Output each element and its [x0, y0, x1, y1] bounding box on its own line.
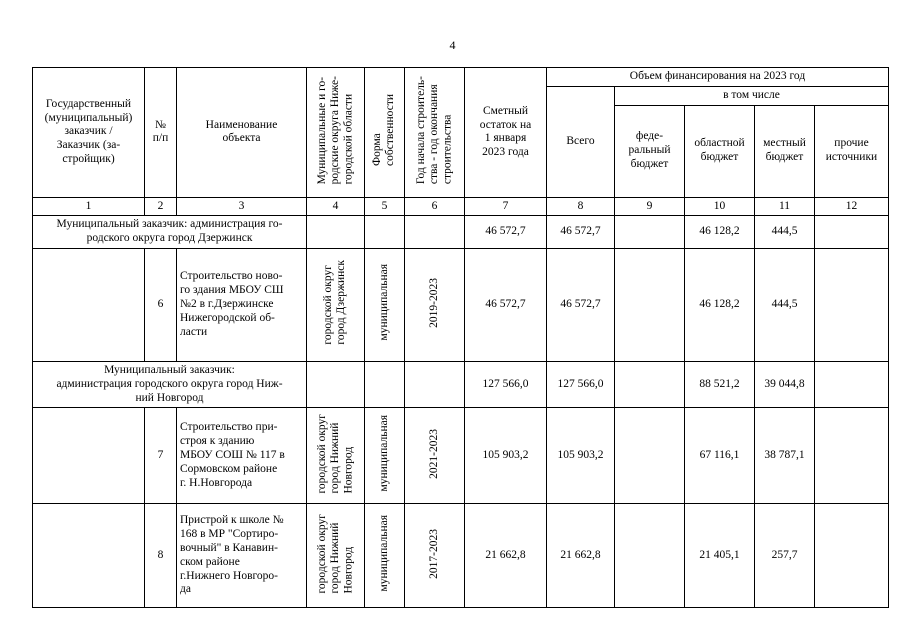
- column-number: 4: [307, 197, 365, 216]
- estimate-cell: 105 903,2: [465, 408, 547, 504]
- column-number: 12: [815, 197, 889, 216]
- ownership-cell: муниципальная: [365, 504, 405, 608]
- estimate-cell: 46 572,7: [465, 248, 547, 361]
- local-cell: 38 787,1: [755, 408, 815, 504]
- other-cell: [815, 408, 889, 504]
- estimate-cell: 46 572,7: [465, 216, 547, 249]
- header-total: Всего: [547, 86, 615, 197]
- group-label: Муниципальный заказчик: администрация городского округа город Ниж- ний Новгород: [33, 361, 307, 407]
- row-num: 8: [145, 504, 177, 608]
- header-municipality: Муниципальные и го- родские округа Ниже- городской области: [307, 68, 365, 198]
- column-numbers-row: [33, 197, 889, 216]
- table-row-group-dzerzhinsk: [33, 216, 889, 249]
- object-name: Строительство при- строя к зданию МБОУ СОШ № 117 в Сормовском районе г. Н.Новгорода: [177, 408, 307, 504]
- other-cell: [815, 216, 889, 249]
- ownership-cell: муниципальная: [365, 248, 405, 361]
- column-number: 6: [405, 197, 465, 216]
- table-row-group-nizhny-novgorod: [33, 361, 889, 407]
- federal-cell: [615, 408, 685, 504]
- federal-cell: [615, 504, 685, 608]
- total-cell: 105 903,2: [547, 408, 615, 504]
- row-num: 6: [145, 248, 177, 361]
- object-name: Пристрой к школе № 168 в МР "Сортиро- вочный" в Канавин- ском районе г.Нижнего Новгоро- да: [177, 504, 307, 608]
- header-num: № п/п: [145, 68, 177, 198]
- table-row: [33, 504, 889, 608]
- federal-cell: [615, 361, 685, 407]
- total-cell: 46 572,7: [547, 248, 615, 361]
- column-number: 8: [547, 197, 615, 216]
- total-cell: 46 572,7: [547, 216, 615, 249]
- header-customer: Государственный (муниципальный) заказчик / Заказчик (за- стройщик): [33, 68, 145, 198]
- table-row: [33, 408, 889, 504]
- column-number: 5: [365, 197, 405, 216]
- header-estimate: Сметный остаток на 1 января 2023 года: [465, 68, 547, 198]
- header-object-name: Наименование объекта: [177, 68, 307, 198]
- estimate-cell: 21 662,8: [465, 504, 547, 608]
- header-federal: феде- ральный бюджет: [615, 105, 685, 197]
- local-cell: 444,5: [755, 216, 815, 249]
- years-cell: 2021-2023: [405, 408, 465, 504]
- regional-cell: 21 405,1: [685, 504, 755, 608]
- header-ownership: Форма собственности: [365, 68, 405, 198]
- header-other: прочие источники: [815, 105, 889, 197]
- local-cell: 257,7: [755, 504, 815, 608]
- years-cell: 2017-2023: [405, 504, 465, 608]
- group-label: Муниципальный заказчик: администрация го- родского округа город Дзержинск: [33, 216, 307, 249]
- other-cell: [815, 361, 889, 407]
- column-number: 1: [33, 197, 145, 216]
- municipality-cell: городской округ город Нижний Новгород: [307, 408, 365, 504]
- header-years: Год начала строитель- ства - год окончания строительства: [405, 68, 465, 198]
- regional-cell: 46 128,2: [685, 216, 755, 249]
- federal-cell: [615, 248, 685, 361]
- column-number: 9: [615, 197, 685, 216]
- local-cell: 39 044,8: [755, 361, 815, 407]
- total-cell: 127 566,0: [547, 361, 615, 407]
- column-number: 10: [685, 197, 755, 216]
- column-number: 3: [177, 197, 307, 216]
- object-name: Строительство ново- го здания МБОУ СШ №2 в г.Дзержинске Нижегородской об- ласти: [177, 248, 307, 361]
- column-number: 7: [465, 197, 547, 216]
- other-cell: [815, 248, 889, 361]
- column-number: 11: [755, 197, 815, 216]
- regional-cell: 88 521,2: [685, 361, 755, 407]
- total-cell: 21 662,8: [547, 504, 615, 608]
- years-cell: 2019-2023: [405, 248, 465, 361]
- ownership-cell: муниципальная: [365, 408, 405, 504]
- table-row: [33, 248, 889, 361]
- header-funding: Объем финансирования на 2023 год: [547, 68, 889, 87]
- municipality-cell: городской округ город Дзержинск: [307, 248, 365, 361]
- header-local: местный бюджет: [755, 105, 815, 197]
- estimate-cell: 127 566,0: [465, 361, 547, 407]
- regional-cell: 67 116,1: [685, 408, 755, 504]
- column-number: 2: [145, 197, 177, 216]
- header-regional: областной бюджет: [685, 105, 755, 197]
- municipality-cell: городской округ город Нижний Новгород: [307, 504, 365, 608]
- financing-table: [32, 67, 889, 608]
- other-cell: [815, 504, 889, 608]
- header-including: в том числе: [615, 86, 889, 105]
- row-num: 7: [145, 408, 177, 504]
- regional-cell: 46 128,2: [685, 248, 755, 361]
- federal-cell: [615, 216, 685, 249]
- local-cell: 444,5: [755, 248, 815, 361]
- page-number: 4: [449, 38, 456, 52]
